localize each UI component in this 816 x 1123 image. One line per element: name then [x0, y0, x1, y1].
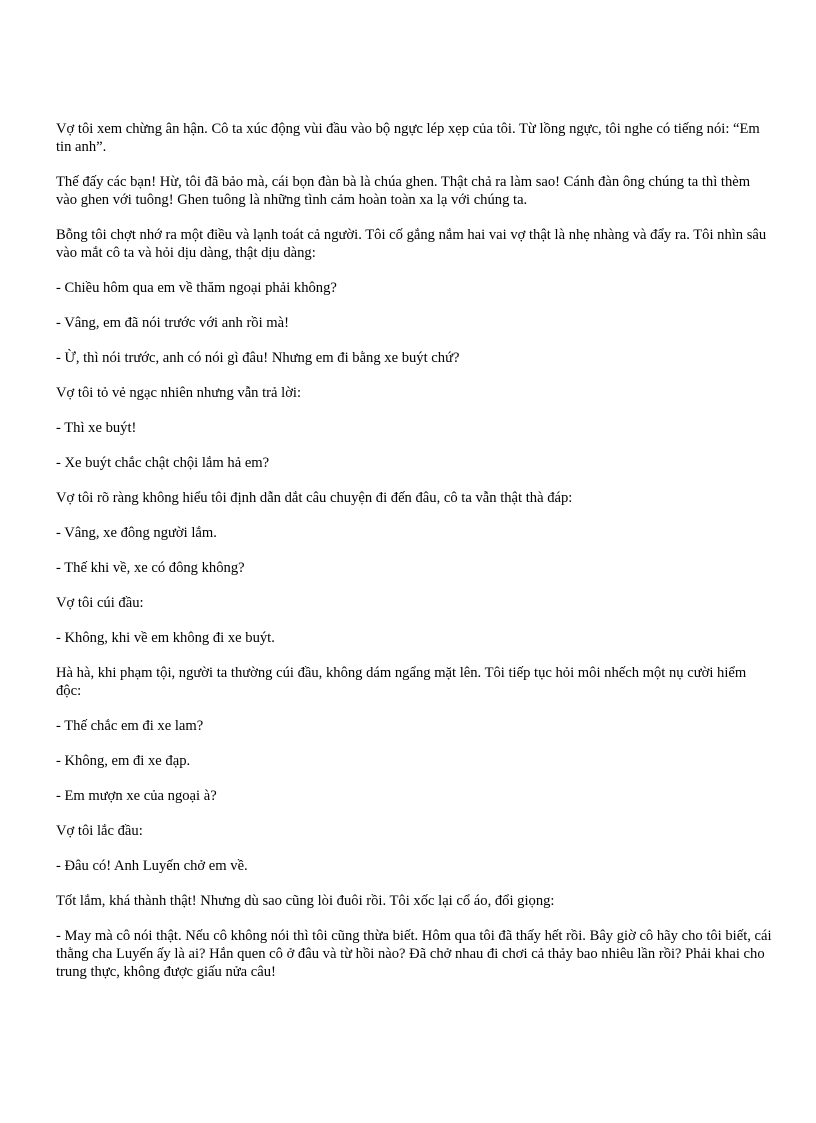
paragraph: - May mà cô nói thật. Nếu cô không nói thì tôi cũng thừa biết. Hôm qua tôi đã thấy hết rồi. Bây giờ cô hãy cho tôi biết, cái thằng cha Luyến ấy là ai? Hắn quen cô ở đâu và từ hồi nào? Đã chở nhau đi chơi cả thảy bao nhiêu lần rồi? Phải khai cho trung thực, không được giấu nửa câu! [56, 928, 772, 980]
paragraph: - Xe buýt chắc chật chội lắm hả em? [56, 455, 270, 471]
paragraph: - Thế chắc em đi xe lam? [56, 718, 204, 734]
paragraph: Vợ tôi rõ ràng không hiểu tôi định dẫn dắt câu chuyện đi đến đâu, cô ta vẫn thật thà đáp: [56, 490, 573, 506]
paragraph: - Em mượn xe của ngoại à? [56, 788, 217, 804]
paragraph: Bỗng tôi chợt nhớ ra một điều và lạnh toát cả người. Tôi cố gắng nắm hai vai vợ thật là nhẹ nhàng và đẩy ra. Tôi nhìn sâu vào mắt cô ta và hỏi dịu dàng, thật dịu dàng: [56, 227, 767, 261]
document-body [56, 120, 772, 998]
paragraph: Vợ tôi lắc đầu: [56, 823, 143, 839]
paragraph: - Vâng, xe đông người lắm. [56, 525, 217, 541]
paragraph: Thế đấy các bạn! Hừ, tôi đã bảo mà, cái bọn đàn bà là chúa ghen. Thật chả ra làm sao! Cánh đàn ông chúng ta thì thèm vào ghen với tuông! Ghen tuông là những tình cảm hoàn toàn xa lạ với chúng ta. [56, 174, 751, 208]
paragraph: - Không, khi về em không đi xe buýt. [56, 630, 275, 646]
paragraph: - Chiều hôm qua em về thăm ngoại phải không? [56, 280, 337, 296]
paragraph: Vợ tôi xem chừng ân hận. Cô ta xúc động vùi đầu vào bộ ngực lép xẹp của tôi. Từ lồng ngực, tôi nghe có tiếng nói: “Em tin anh”. [56, 121, 760, 155]
paragraph: Vợ tôi cúi đầu: [56, 595, 144, 611]
paragraph: Vợ tôi tỏ vẻ ngạc nhiên nhưng vẫn trả lời: [56, 385, 302, 401]
paragraph: - Đâu có! Anh Luyến chở em về. [56, 858, 248, 874]
paragraph: - Ừ, thì nói trước, anh có nói gì đâu! Nhưng em đi bằng xe buýt chứ? [56, 350, 460, 366]
paragraph: - Không, em đi xe đạp. [56, 753, 191, 769]
paragraph: Tốt lắm, khá thành thật! Nhưng dù sao cũng lòi đuôi rồi. Tôi xốc lại cổ áo, đổi giọng: [56, 893, 555, 909]
paragraph: - Vâng, em đã nói trước với anh rồi mà! [56, 315, 290, 331]
paragraph: - Thì xe buýt! [56, 420, 137, 436]
paragraph: - Thế khi về, xe có đông không? [56, 560, 245, 576]
paragraph: Hà hà, khi phạm tội, người ta thường cúi đầu, không dám ngẩng mặt lên. Tôi tiếp tục hỏi môi nhếch một nụ cười hiểm độc: [56, 665, 747, 699]
